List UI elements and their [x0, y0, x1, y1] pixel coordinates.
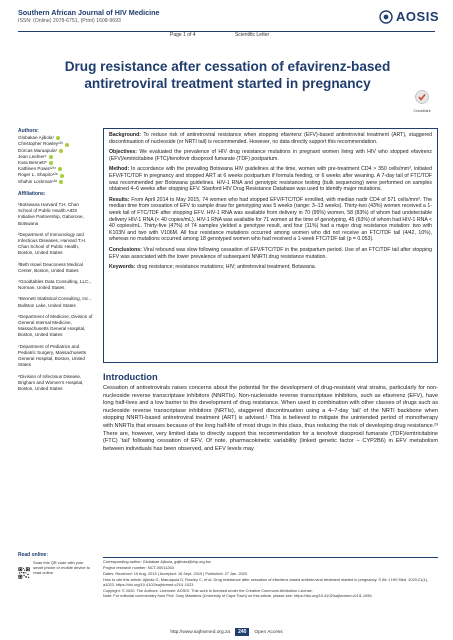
affiliation-list — [18, 202, 94, 392]
orcid-icon[interactable] — [58, 167, 62, 171]
project-number: Project research number: NCT-00011263 — [103, 564, 174, 570]
orcid-icon[interactable] — [60, 174, 64, 178]
abstract-objectives — [109, 149, 432, 162]
author-name[interactable]: Jean Leidner⁴ — [18, 153, 47, 159]
affiliation-item: ¹Botswana Harvard T.H. Chan School of Public Health AIDS Initiative Partnership, Gaborone, Botswana — [18, 202, 84, 226]
author-name[interactable]: Dorcas Maruapula¹ — [18, 147, 58, 153]
objectives-text: We evaluated the prevalence of HIV drug resistance mutations in pregnant women living with HIV who stopped efavirenz (EFV)/emtricitabine (FTC)/tenofovir disoproxil fumarate (TDF) postpartum. — [109, 149, 432, 162]
results-text: From April 2014 to May 2015, 74 women who had stopped EFV/FTC/TDF enrolled, with median nadir CD4 of 571 cells/mm³. The median time from cessation of EFV to sample draw for genotyping was 5 weeks (range: 3–13 weeks). Thirty-two (43%) women received a 1-week tail of FTC/TDF after stopping EFV. HIV-1 RNA was available from delivery in 70 (95%) women, 58 (83%) of whom had undetectable delivery HIV-1 RNA (< 40 copies/mL). HIV-1 RNA was available for 71 women at the time of genotyping, 45 (63%) of whom had HIV-1 RNA < 40 copies/mL. Thirty-five (47%) of 74 samples yielded a genotype result, and four (11%) had a major drug resistance mutation: two with K103N and two with V106M. All four resistance mutations occurred among women who did not receive an FTC/TDF tail (4/42, 10%), whereas no mutations occurred among 18 genotyped women who had received a 1-week FTC/TDF tail (p = 0.053). — [109, 196, 432, 243]
author-sidebar — [18, 128, 94, 392]
background-label: Background: — [109, 132, 141, 138]
abstract-method — [109, 166, 432, 192]
page-footer — [0, 628, 453, 636]
orcid-icon[interactable] — [59, 149, 63, 153]
citation: How to cite this article: Ajibola G, Maruapula D, Rowley C, et al. Drug resistance after cessation of efavirenz-based antiretroviral treatment started in pregnancy. S Afr J HIV Med. 2020;21(1), a1023. https://doi.org/10.4102/sajhivmed.v21i1.1023 — [103, 576, 429, 587]
author-name[interactable]: Christopher Rowley¹²³ — [18, 141, 63, 147]
qr-code-icon[interactable] — [18, 560, 30, 586]
abstract — [103, 128, 438, 363]
orcid-icon[interactable] — [56, 136, 60, 140]
read-online-box — [18, 552, 94, 586]
editorial-note: Note: For editorial commentary from Prof. Gary Maartens (University of Cape Town) on this article, please see: https://doi.org/10.4102/sajhivmed.v21i1.1096. — [103, 593, 373, 599]
crossmark-icon — [415, 90, 429, 104]
affiliation-item: ⁴Goodtables Data Consulting, LLC., Norman, United States — [18, 279, 91, 291]
author-name[interactable]: Kara Bennett⁵ — [18, 160, 47, 166]
publisher-logo — [379, 9, 439, 24]
article-type: Scientific Letter — [235, 32, 270, 38]
orcid-icon[interactable] — [65, 143, 69, 147]
page-number: 240 — [235, 628, 249, 636]
affiliation-item: ³Beth Israel Deaconess Medical Center, Boston, United States — [18, 261, 83, 273]
read-online-text: Scan this QR code with your smart phone or mobile device to read online. — [33, 560, 91, 575]
keywords-label: Keywords: — [109, 264, 136, 271]
crossmark-label: CrossMark — [413, 109, 431, 113]
aosis-logo-icon — [379, 10, 393, 24]
conclusions-text: Viral rebound was slow following cessation of EFV/FTC/TDF in the postpartum period. Use of an FTC/TDF tail after stopping EFV was associated with the lower prevalence of subsequent NNRTI drug resistance mutation. — [109, 246, 432, 260]
results-label: Results: — [109, 196, 130, 203]
logo-text: AOSIS — [396, 9, 439, 24]
copyright: Copyright: © 2020. The Authors. Licensee: AOSIS. This work is licensed under the Creative Commons Attribution License. — [103, 587, 313, 593]
affiliations-heading: Affiliations: — [18, 190, 46, 197]
article-metadata — [103, 557, 438, 600]
affiliation-item: ²Department of Immunology and Infectious Diseases, Harvard T.H. Chan School of Public Health, Boston, United States — [18, 231, 87, 256]
read-online-heading: Read online: — [18, 552, 49, 558]
author-item — [18, 179, 94, 185]
author-name[interactable]: Kathleen Powis¹²⁶⁷ — [18, 166, 57, 172]
introduction-heading: Introduction — [103, 371, 158, 382]
abstract-results — [109, 197, 432, 243]
author-name[interactable]: Roger L. Shapiro¹²⁸ — [18, 172, 58, 178]
open-access-label: Open Access — [254, 629, 283, 635]
abstract-background — [109, 132, 432, 145]
corresponding-author: Corresponding author: Globakae Ajibola, gajibola@bhp.org.bw — [103, 559, 211, 564]
orcid-icon[interactable] — [49, 161, 53, 165]
objectives-label: Objectives: — [109, 149, 137, 156]
affiliation-item: ⁵Bennett Statistical Consulting, Inc., Ballston Lake, United States — [18, 296, 91, 308]
affiliation-item: ⁶Department of Medicine, Division of General Internal Medicine, Massachusetts General Hospital, Boston, United States — [18, 313, 93, 338]
abstract-keywords — [109, 264, 432, 271]
journal-url-link[interactable]: http://www.sajhivmed.org.za — [170, 629, 231, 635]
keywords-text: drug resistance; resistance mutations; HIV; antiretroviral treatment; Botswana. — [136, 264, 317, 271]
orcid-icon[interactable] — [49, 155, 53, 159]
method-text: In accordance with the prevailing Botswana HIV guidelines at the time, women with pre-treatment CD4 > 350 cells/mm³, initiated EFV/FTC/TDF in pregnancy and stopped ART at 6 weeks postpartum if formula feeding, or 6 weeks after weaning. A 7-day tail of FTC/TDF was recommended per Botswana guidelines. HIV-1 RNA and genotypic resistance testing (bulk sequencing) were performed on samples obtained 4–6 weeks after stopping EFV. Stanford HIV Drug Resistance Database was used to identify major mutations. — [109, 166, 432, 193]
article-title: Drug resistance after cessation of efavirenz-based antiretroviral treatment started in pregnancy — [64, 59, 391, 91]
author-name[interactable]: Shahin Lockman¹²⁸ — [18, 178, 58, 184]
background-text: To reduce risk of antiretroviral resistance when stopping efavirenz (EFV)-based antiretroviral treatment (ART), staggered discontinuation of nucleoside (or NRTI tail) is recommended. However, no data directly support this recommendation. — [109, 132, 432, 145]
article-dates: Dates: Received: 19 Aug. 2019 | Accepted: 16 Sept. 2019 | Published: 27 Jan. 2020 — [103, 570, 248, 576]
journal-title: Southern African Journal of HIV Medicine — [18, 8, 160, 17]
introduction-body: Cessation of antiretrovirals raises concerns about the potential for the development of drug-resistant viral strains, particularly for non-nucleoside reverse transcriptase inhibitors (NNRTIs). Non-nucleoside reverse transcriptase inhibitors, such as efavirenz (EFV), have long half-lives and a low barrier to the development of drug resistance. When used in combination with other classes of drugs such as nucleoside reverse transcriptase inhibitors (NRTIs), staggered discontinuation using a 4–7-day ‘tail’ of the NRTI backbone when stopping NNRTI-based antiretroviral treatment (ART) is advised.¹ This is believed to mitigate the unintended period of monotherapy with NNRTIs that ensues because of the long half-life of most drugs in this class, thus reducing the risk of developing drug resistance.²³ There are, however, very limited data to directly support this recommendation for a tenofovir disoproxil fumarate (TDF)/emtricitabine (FTC) ‘tail’ following cessation of EFV. Of note, pharmacokinetic variability (linked genetic factor – CYP2B6) in EFV metabolism between individuals has been observed, and EFV levels may — [103, 385, 438, 452]
journal-issn: ISSN: (Online) 2078-6751, (Print) 1608-9693 — [18, 18, 121, 24]
author-name[interactable]: Globakae Ajibola¹ — [18, 135, 55, 141]
conclusions-label: Conclusions: — [109, 246, 142, 253]
page-info: Page 1 of 4 — [170, 32, 196, 38]
journal-header — [18, 8, 438, 24]
authors-heading: Authors: — [18, 128, 39, 134]
orcid-icon[interactable] — [59, 180, 63, 184]
affiliation-item: ⁸Division of Infectious Disease, Brigham and Women's Hospital, Boston, United States — [18, 373, 84, 391]
affiliation-item: ⁷Department of Pediatrics and Pediatric Surgery, Massachusetts General Hospital, Boston, United States — [18, 343, 87, 368]
crossmark-badge[interactable] — [409, 90, 435, 113]
method-label: Method: — [109, 166, 130, 173]
header-divider — [18, 31, 435, 39]
abstract-conclusions — [109, 247, 432, 260]
author-list — [18, 135, 94, 185]
